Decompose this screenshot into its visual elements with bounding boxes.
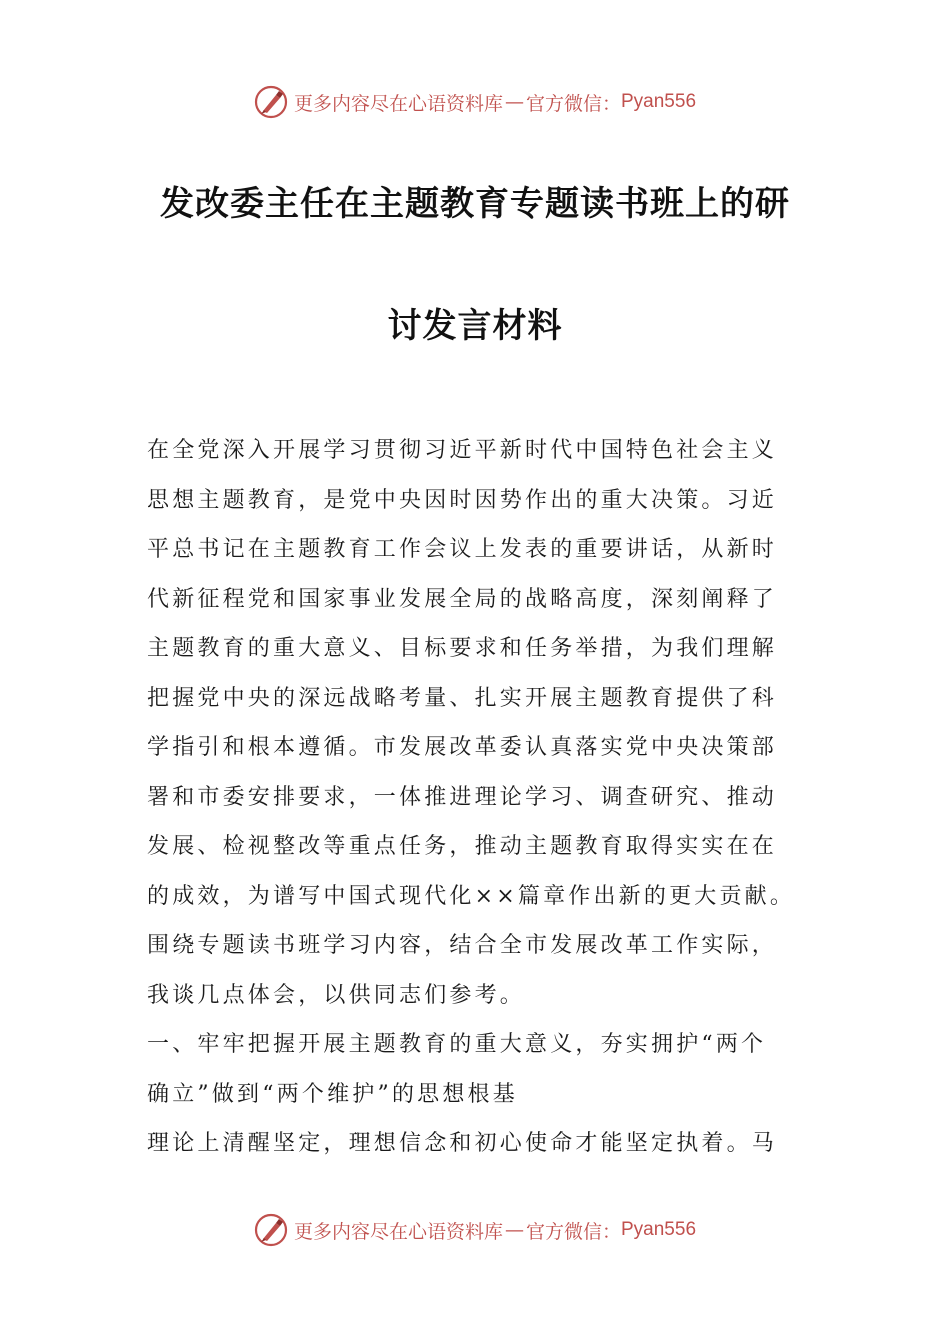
body-line: 署和市委安排要求，一体推进理论学习、调查研究、推动 [147, 784, 778, 810]
body-line: 把握党中央的深远战略考量、扎实开展主题教育提供了科 [147, 685, 778, 711]
body-line: 平总书记在主题教育工作会议上发表的重要讲话，从新时 [147, 537, 778, 562]
footer-banner [0, 1208, 950, 1252]
pen-nib-logo-icon [254, 84, 290, 120]
banner-separator: — [504, 91, 524, 113]
pen-nib-logo-icon [254, 1212, 290, 1248]
body-line: 思想主题教育，是党中央因时因势作出的重大决策。习近 [147, 487, 778, 513]
body-line: 主题教育的重大意义、目标要求和任务举措，为我们理解 [147, 636, 778, 661]
banner-wechat-label: 官方微信： [525, 1220, 621, 1243]
document-body [147, 426, 807, 1169]
header-banner [0, 80, 950, 124]
document-title-line-2: 讨发言材料 [387, 306, 563, 346]
banner-separator: — [504, 1219, 524, 1241]
body-line: 围绕专题读书班学习内容，结合全市发展改革工作实际， [147, 933, 778, 958]
body-line: 理论上清醒坚定，理想信念和初心使命才能坚定执着。马 [147, 1131, 778, 1156]
banner-text: 更多内容尽在心语资料库 [293, 1220, 503, 1243]
body-line: 代新征程党和国家事业发展全局的战略高度，深刻阐释了 [147, 586, 778, 612]
body-line: 在全党深入开展学习贯彻习近平新时代中国特色社会主义 [147, 438, 778, 463]
body-line: 的成效，为谱写中国式现代化××篇章作出新的更大贡献。 [147, 883, 796, 909]
banner-wechat-id: Pyan556 [621, 1219, 697, 1240]
section-heading-line: 确立”做到“两个维护”的思想根基 [147, 1081, 518, 1107]
banner-wechat-label: 官方微信： [525, 92, 621, 115]
body-line: 我谈几点体会，以供同志们参考。 [147, 982, 526, 1008]
banner-wechat-id: Pyan556 [621, 91, 697, 112]
document-title-line-1: 发改委主任在主题教育专题读书班上的研 [160, 184, 790, 224]
body-line: 学指引和根本遵循。市发展改革委认真落实党中央决策部 [147, 735, 778, 760]
banner-text: 更多内容尽在心语资料库 [293, 92, 503, 115]
section-heading-line: 一、牢牢把握开展主题教育的重大意义，夯实拥护“两个 [147, 1032, 767, 1057]
body-line: 发展、检视整改等重点任务，推动主题教育取得实实在在 [147, 834, 778, 859]
